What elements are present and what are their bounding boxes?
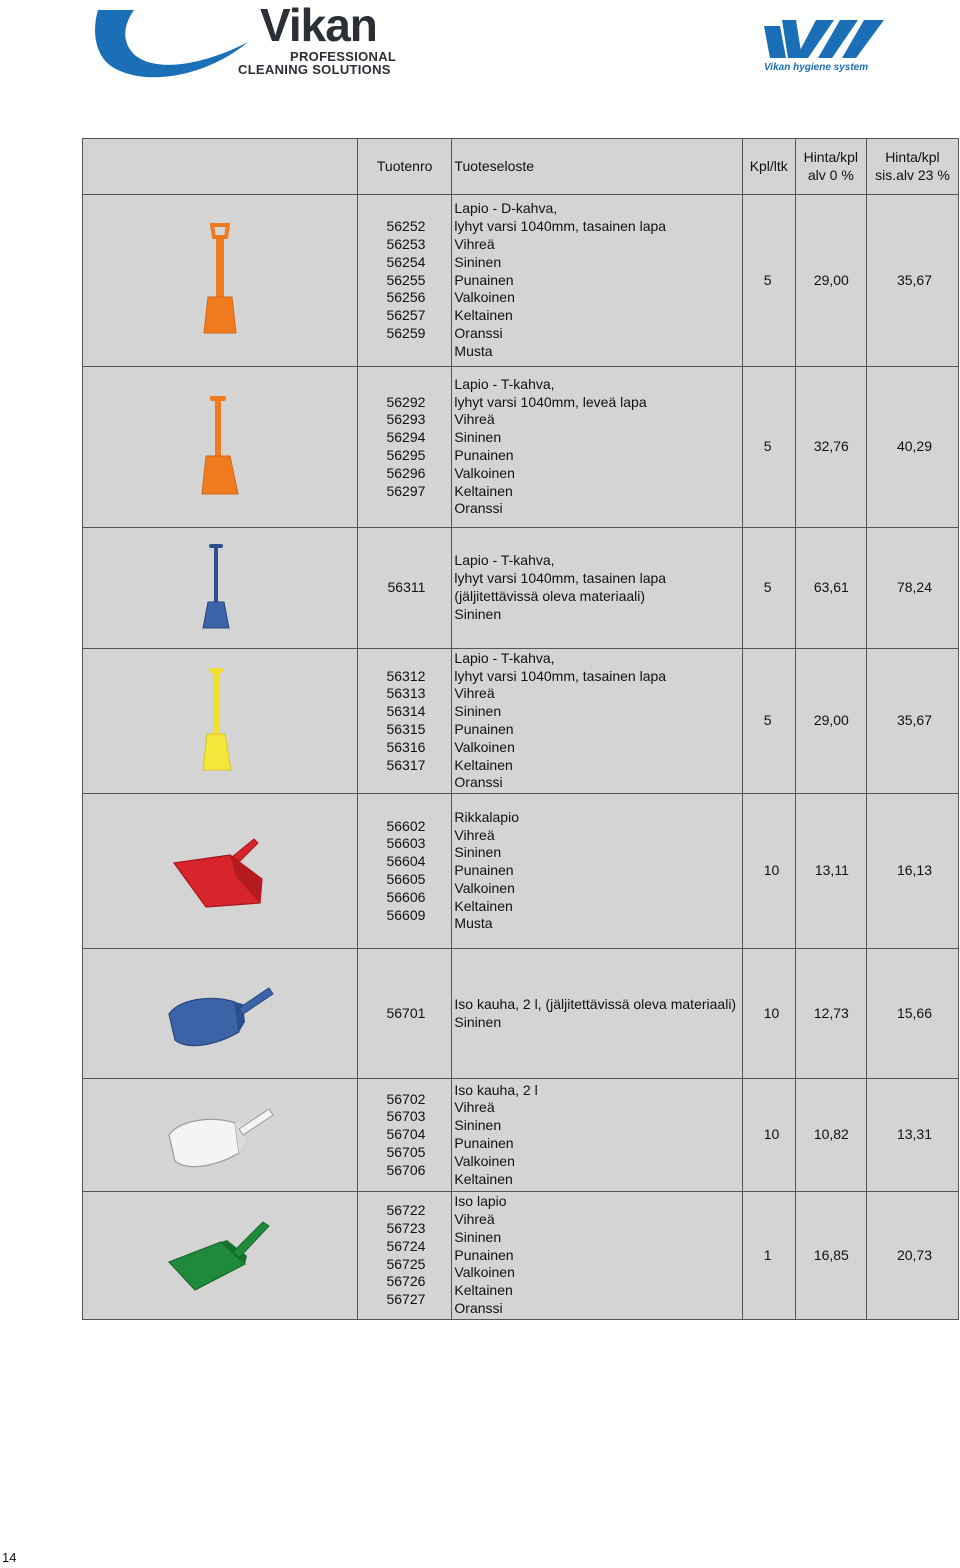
description-line: lyhyt varsi 1040mm, tasainen lapa [454, 570, 667, 587]
description-line: Oranssi [454, 500, 503, 517]
product-number: 56701 [386, 1004, 426, 1021]
price-excl-vat: 63,61 [795, 528, 866, 649]
product-numbers [358, 649, 452, 794]
description-line: Punainen [454, 271, 514, 288]
description-line: Keltainen [454, 1170, 513, 1187]
description-line: Sininen [454, 1117, 502, 1134]
product-description [452, 1192, 742, 1320]
product-numbers [358, 1192, 452, 1320]
product-number: 56255 [386, 271, 426, 288]
description-line: Sininen [454, 253, 502, 270]
description-line: Iso kauha, 2 l, (jäljitettävissä oleva materiaali) [454, 995, 737, 1012]
product-number: 56254 [386, 253, 426, 270]
price-incl-vat: 20,73 [866, 1192, 958, 1320]
white-scoop-icon [165, 1097, 275, 1173]
product-number: 56705 [386, 1143, 426, 1160]
product-number: 56723 [386, 1219, 426, 1236]
hygiene-stripes-icon [762, 18, 890, 62]
description-line: Valkoinen [454, 289, 515, 306]
description-line: Vihreä [454, 685, 495, 702]
product-description [452, 794, 742, 949]
description-line: Iso kauha, 2 l [454, 1081, 538, 1098]
orange-d-handle-shovel-icon [190, 221, 250, 341]
page-number: 14 [2, 1550, 17, 1565]
product-numbers [358, 949, 452, 1079]
description-line: Keltainen [454, 756, 513, 773]
description-line: Keltainen [454, 307, 513, 324]
product-numbers [358, 1079, 452, 1192]
description-line: Punainen [454, 721, 514, 737]
product-number: 56724 [386, 1237, 426, 1254]
header-price23-line1: Hinta/kpl [885, 148, 940, 165]
product-image-cell [83, 649, 358, 794]
product-number: 56296 [386, 464, 426, 481]
table-row [83, 794, 959, 949]
pack-qty: 1 [742, 1192, 795, 1320]
product-image-cell [83, 1079, 358, 1192]
description-line: Vihreä [454, 1099, 495, 1116]
description-line: Vihreä [454, 1211, 495, 1227]
product-image-cell [83, 949, 358, 1079]
header-description: Tuoteseloste [452, 139, 742, 195]
red-dustpan-icon [170, 833, 270, 909]
product-number: 56606 [386, 888, 426, 905]
price-incl-vat: 35,67 [866, 195, 958, 367]
product-number: 56253 [386, 236, 426, 252]
price-excl-vat: 29,00 [795, 649, 866, 794]
pack-qty: 5 [742, 649, 795, 794]
description-line: Iso lapio [454, 1193, 507, 1210]
product-description [452, 949, 742, 1079]
pack-qty: 5 [742, 195, 795, 367]
hygiene-logo-text: Vikan hygiene system [764, 62, 869, 73]
table-row [83, 649, 959, 794]
yellow-t-handle-shovel-icon [195, 666, 245, 776]
product-number: 56726 [386, 1273, 426, 1290]
price-excl-vat: 13,11 [795, 794, 866, 949]
header-image-cell [83, 139, 358, 195]
product-image-cell [83, 1192, 358, 1320]
table-row [83, 949, 959, 1079]
pack-qty: 5 [742, 528, 795, 649]
product-number: 56609 [386, 906, 426, 923]
description-line: Sininen [454, 1228, 502, 1245]
pack-qty: 10 [742, 1079, 795, 1192]
product-numbers [358, 195, 452, 367]
product-number: 56316 [386, 738, 426, 755]
price-incl-vat: 40,29 [866, 367, 958, 528]
product-number: 56311 [387, 579, 426, 596]
description-line: Sininen [454, 844, 502, 861]
blue-t-handle-shovel-icon [195, 542, 245, 634]
product-table [82, 138, 959, 1320]
description-line: Vihreä [454, 236, 495, 252]
green-hand-shovel-icon [165, 1216, 275, 1296]
header-price-excl-vat [795, 139, 866, 195]
product-description [452, 195, 742, 367]
pack-qty: 10 [742, 794, 795, 949]
description-line: Musta [454, 915, 493, 932]
price-incl-vat: 15,66 [866, 949, 958, 1079]
header-price0-line1: Hinta/kpl [803, 148, 859, 165]
description-line: Musta [454, 342, 493, 359]
header-pack-qty: Kpl/ltk [742, 139, 795, 195]
product-number: 56722 [386, 1202, 426, 1219]
description-line: Sininen [454, 605, 502, 622]
description-line: Vihreä [454, 826, 495, 843]
product-number: 56256 [386, 289, 426, 306]
description-line: Valkoinen [454, 738, 515, 755]
brand-sub1: PROFESSIONAL [290, 49, 397, 64]
description-line: Vihreä [454, 411, 495, 428]
product-description [452, 649, 742, 794]
product-number: 56293 [386, 411, 426, 428]
product-image-cell [83, 528, 358, 649]
description-line: (jäljitettävissä oleva materiaali) [454, 588, 646, 604]
table-row [83, 367, 959, 528]
price-excl-vat: 32,76 [795, 367, 866, 528]
header-price23-line2: sis.alv 23 % [875, 166, 950, 183]
product-image-cell [83, 794, 358, 949]
price-excl-vat: 10,82 [795, 1079, 866, 1192]
product-number: 56257 [386, 307, 426, 324]
product-number: 56252 [386, 218, 426, 235]
price-incl-vat: 35,67 [866, 649, 958, 794]
table-row [83, 528, 959, 649]
vikan-swoosh-icon [90, 4, 260, 78]
product-image-cell [83, 367, 358, 528]
header-product-number: Tuotenro [358, 139, 452, 195]
description-line: Rikkalapio [454, 808, 519, 825]
description-line: Lapio - D-kahva, [454, 200, 558, 217]
description-line: lyhyt varsi 1040mm, leveä lapa [454, 393, 647, 410]
product-number: 56294 [386, 429, 426, 446]
table-row [83, 1192, 959, 1320]
description-line: Keltainen [454, 897, 513, 914]
product-number: 56313 [386, 685, 426, 702]
orange-t-handle-wide-shovel-icon [190, 392, 250, 502]
description-line: Sininen [454, 703, 502, 720]
pack-qty: 10 [742, 949, 795, 1079]
description-line: Valkoinen [454, 1152, 515, 1169]
product-number: 56603 [386, 835, 426, 852]
description-line: Punainen [454, 1135, 514, 1151]
description-line: Punainen [454, 862, 514, 879]
price-excl-vat: 12,73 [795, 949, 866, 1079]
product-number: 56292 [386, 393, 426, 410]
pack-qty: 5 [742, 367, 795, 528]
description-line: Punainen [454, 1246, 514, 1263]
product-number: 56727 [386, 1291, 426, 1308]
description-line: Sininen [454, 1013, 502, 1030]
price-incl-vat: 16,13 [866, 794, 958, 949]
price-incl-vat: 13,31 [866, 1079, 958, 1192]
brand-sub2: CLEANING SOLUTIONS [238, 62, 391, 77]
product-number: 56605 [386, 871, 426, 887]
description-line: Valkoinen [454, 464, 515, 481]
header-price0-line2: alv 0 % [807, 166, 854, 183]
price-incl-vat: 78,24 [866, 528, 958, 649]
description-line: Oranssi [454, 324, 503, 341]
product-number: 56704 [386, 1126, 426, 1143]
description-line: Lapio - T-kahva, [454, 375, 555, 392]
product-numbers [358, 528, 452, 649]
description-line: Oranssi [454, 1299, 503, 1316]
table-header-row [83, 139, 959, 195]
price-excl-vat: 29,00 [795, 195, 866, 367]
product-numbers [358, 794, 452, 949]
product-number: 56297 [386, 482, 426, 499]
product-description [452, 1079, 742, 1192]
product-description [452, 528, 742, 649]
product-number: 56604 [386, 853, 426, 870]
table-row [83, 195, 959, 367]
product-number: 56706 [386, 1161, 426, 1178]
brand-name: Vikan [260, 0, 377, 51]
description-line: lyhyt varsi 1040mm, tasainen lapa [454, 667, 667, 684]
product-number: 56702 [386, 1090, 426, 1107]
description-line: lyhyt varsi 1040mm, tasainen lapa [454, 218, 667, 235]
description-line: Lapio - T-kahva, [454, 649, 555, 666]
product-number: 56317 [386, 756, 426, 773]
table-row [83, 1079, 959, 1192]
product-number: 56259 [386, 324, 426, 341]
product-number: 56725 [386, 1255, 426, 1272]
product-number: 56295 [386, 447, 426, 463]
product-number: 56703 [386, 1108, 426, 1125]
product-numbers [358, 367, 452, 528]
description-line: Keltainen [454, 1282, 513, 1299]
description-line: Keltainen [454, 482, 513, 499]
product-number: 56312 [386, 667, 426, 684]
product-image-cell [83, 195, 358, 367]
description-line: Sininen [454, 429, 502, 446]
blue-scoop-icon [165, 974, 275, 1054]
hygiene-system-logo [762, 18, 890, 80]
description-line: Lapio - T-kahva, [454, 552, 555, 569]
description-line: Valkoinen [454, 1264, 515, 1281]
vikan-logo [90, 0, 430, 78]
description-line: Valkoinen [454, 879, 515, 896]
price-excl-vat: 16,85 [795, 1192, 866, 1320]
product-number: 56314 [386, 703, 426, 720]
product-description [452, 367, 742, 528]
description-line: Oranssi [454, 774, 503, 791]
description-line: Punainen [454, 447, 514, 463]
product-number: 56315 [386, 721, 426, 737]
product-number: 56602 [386, 817, 426, 834]
header-price-incl-vat [866, 139, 958, 195]
